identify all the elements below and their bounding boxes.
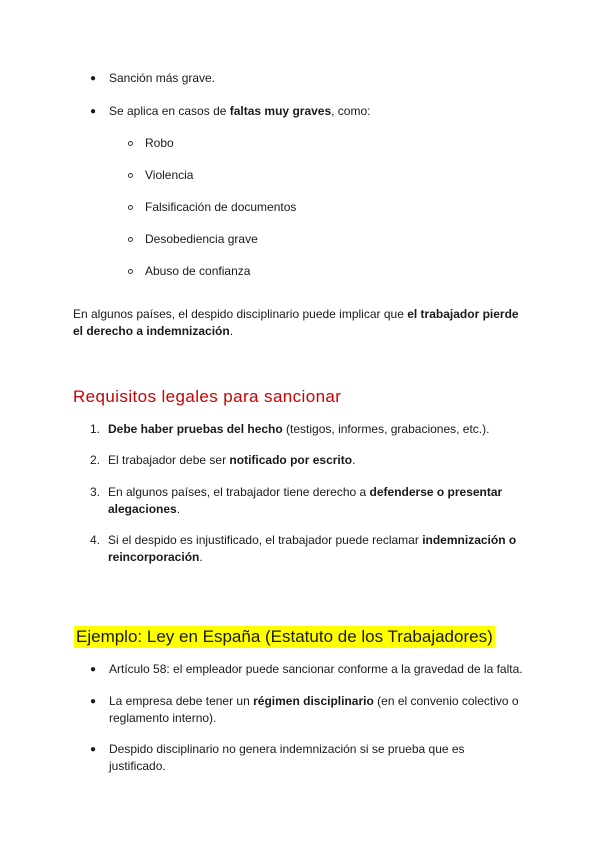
bullet-icon: ● bbox=[90, 696, 97, 707]
list-item: Despido disciplinario no genera indemnización si se prueba que es bbox=[109, 742, 465, 756]
sublist-item: Desobediencia grave bbox=[145, 232, 258, 246]
list-item: La empresa debe tener un régimen disciplinario (en el convenio colectivo o bbox=[109, 694, 519, 708]
list-item: Se aplica en casos de faltas muy graves, como: bbox=[109, 104, 371, 118]
sublist-item: Abuso de confianza bbox=[145, 264, 251, 278]
section-heading-highlighted: Ejemplo: Ley en España (Estatuto de los Trabajadores) bbox=[76, 627, 493, 646]
bullet-icon: ● bbox=[90, 664, 97, 675]
list-item: Sanción más grave. bbox=[109, 71, 216, 85]
sublist-item: Violencia bbox=[145, 168, 194, 182]
circle-bullet-icon bbox=[128, 269, 133, 274]
bullet-icon: ● bbox=[90, 744, 97, 755]
circle-bullet-icon bbox=[128, 237, 133, 242]
circle-bullet-icon bbox=[128, 173, 133, 178]
list-number: 2. bbox=[90, 453, 101, 467]
paragraph-line: el derecho a indemnización. bbox=[73, 324, 234, 338]
bullet-icon: ● bbox=[90, 106, 97, 117]
list-number: 3. bbox=[90, 485, 101, 499]
ordered-list-item: En algunos países, el trabajador tiene derecho a defenderse o presentar bbox=[108, 485, 503, 499]
circle-bullet-icon bbox=[128, 205, 133, 210]
paragraph-line: En algunos países, el despido disciplinario puede implicar que el trabajador pierde bbox=[73, 307, 519, 321]
list-number: 4. bbox=[90, 533, 101, 547]
ordered-list-item-continuation: reincorporación. bbox=[108, 550, 203, 564]
circle-bullet-icon bbox=[128, 141, 133, 146]
list-item-continuation: justificado. bbox=[109, 759, 166, 773]
ordered-list-item: Si el despido es injustificado, el trabajador puede reclamar indemnización o bbox=[108, 533, 517, 547]
ordered-list-item-continuation: alegaciones. bbox=[108, 502, 181, 516]
ordered-list-item: El trabajador debe ser notificado por escrito. bbox=[108, 453, 356, 467]
list-item: Artículo 58: el empleador puede sancionar conforme a la gravedad de la falta. bbox=[109, 662, 523, 676]
sublist-item: Robo bbox=[145, 136, 174, 150]
sublist-item: Falsificación de documentos bbox=[145, 200, 297, 214]
ordered-list-item: Debe haber pruebas del hecho (testigos, informes, grabaciones, etc.). bbox=[108, 422, 490, 436]
list-number: 1. bbox=[90, 422, 101, 436]
list-item-continuation: reglamento interno). bbox=[109, 711, 217, 725]
bullet-icon: ● bbox=[90, 73, 97, 84]
section-heading: Requisitos legales para sancionar bbox=[73, 387, 342, 406]
